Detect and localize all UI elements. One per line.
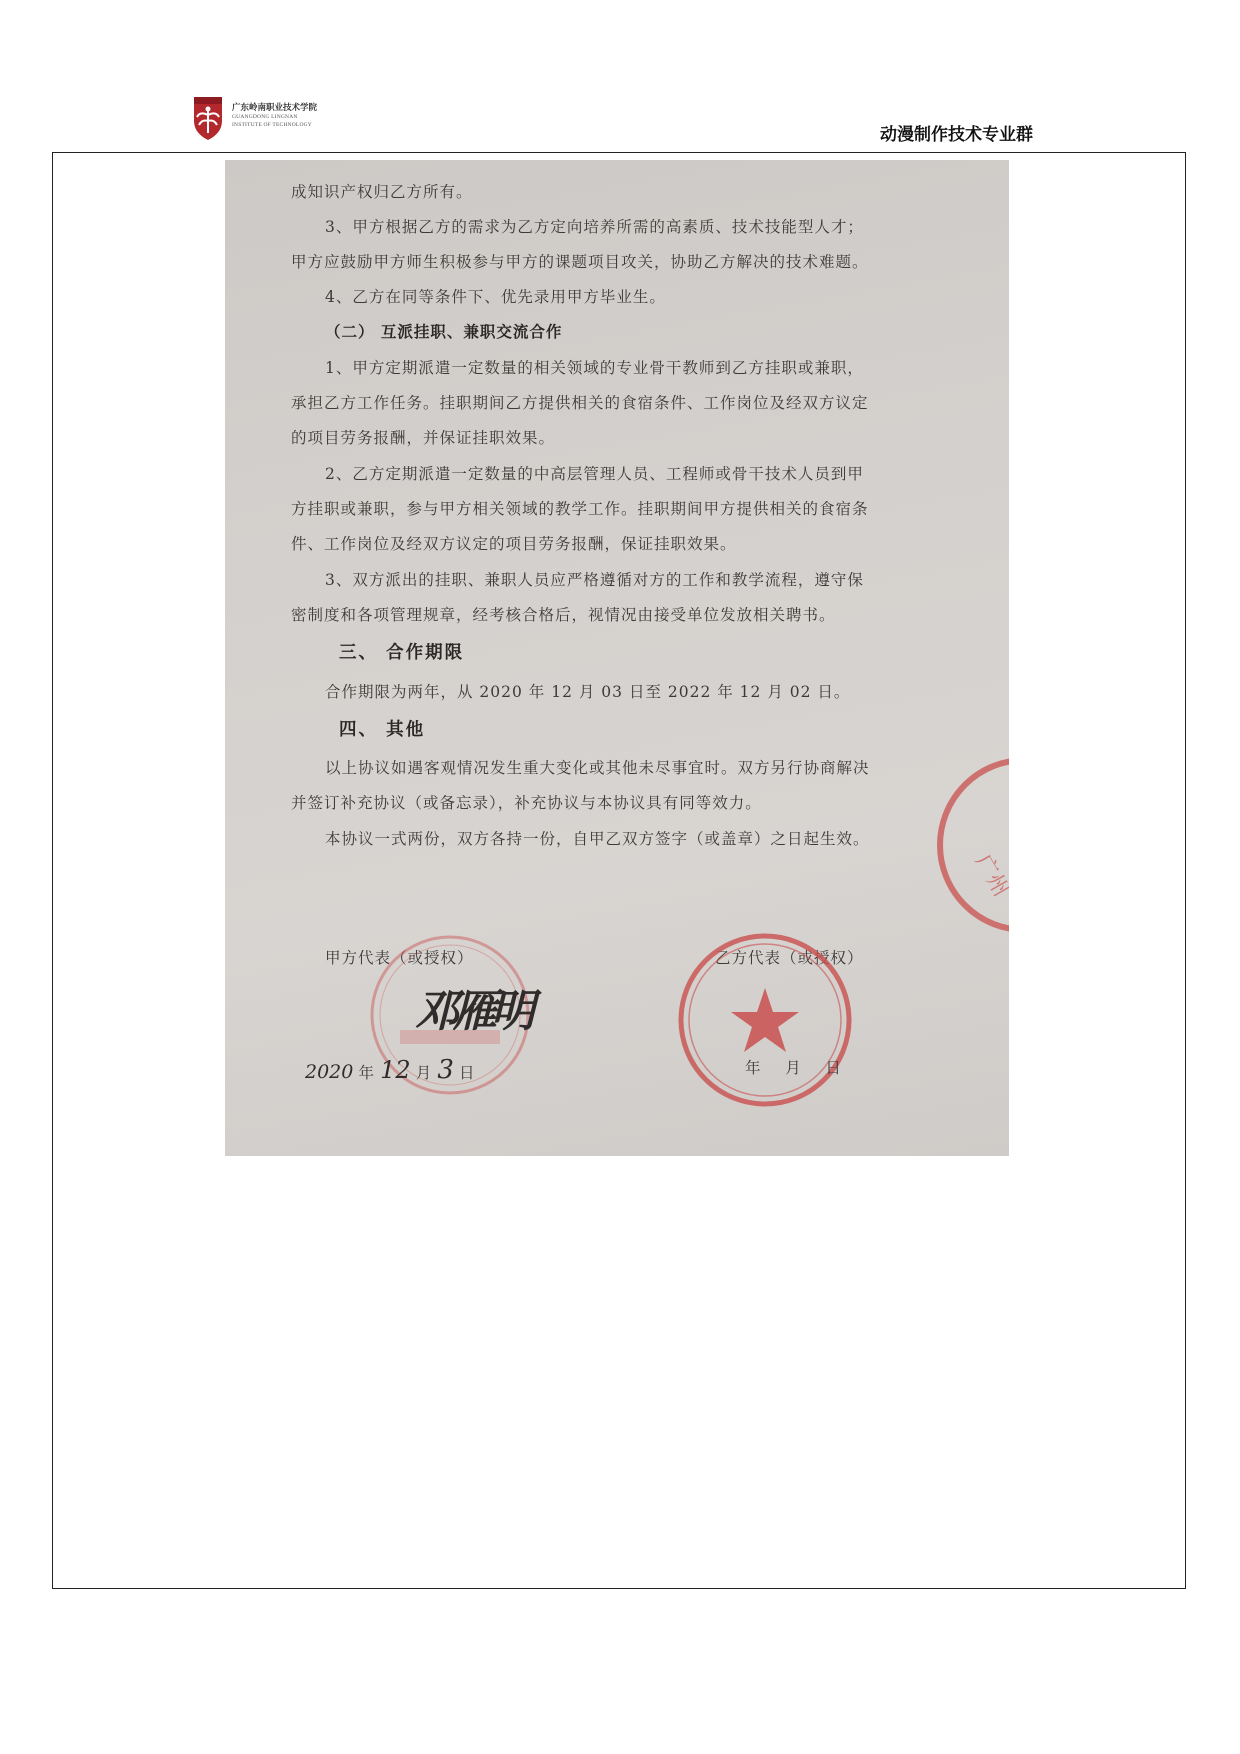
doc-line: 4、乙方在同等条件下、优先录用甲方毕业生。	[325, 288, 666, 306]
doc-line: 2、乙方定期派遣一定数量的中高层管理人员、工程师或骨干技术人员到甲	[325, 465, 864, 483]
logo-chinese-name: 广东岭南职业技术学院	[232, 103, 318, 113]
doc-line: 本协议一式两份，双方各持一份，自甲乙双方签字（或盖章）之日起生效。	[325, 830, 870, 848]
section-heading: （二） 互派挂职、兼职交流合作	[325, 322, 563, 341]
party-a-label: 甲方代表（或授权）	[325, 949, 474, 967]
date-a-year: 2020	[305, 1061, 354, 1083]
date-b: 年 月 日	[745, 1059, 842, 1077]
doc-line: 承担乙方工作任务。挂职期间乙方提供相关的食宿条件、工作岗位及经双方议定	[291, 394, 869, 412]
doc-line: 以上协议如遇客观情况发生重大变化或其他未尽事宜时。双方另行协商解决	[325, 759, 870, 777]
signature: 邓雁明	[415, 986, 529, 1037]
shield-logo-icon	[192, 95, 224, 141]
doc-line: 并签订补充协议（或备忘录），补充协议与本协议具有同等效力。	[291, 794, 762, 812]
doc-line: 1、甲方定期派遣一定数量的相关领域的专业骨干教师到乙方挂职或兼职，	[325, 359, 864, 377]
logo-english-line-2: INSTITUTE OF TECHNOLOGY	[232, 122, 312, 128]
partial-company-stamp	[915, 750, 1014, 940]
section-heading: 三、 合作期限	[339, 643, 465, 663]
date-a: 2020 年 12 月 3 日	[305, 1055, 476, 1085]
agreement-photo	[225, 160, 1014, 1156]
doc-line: 方挂职或兼职，参与甲方相关领域的教学工作。挂职期间甲方提供相关的食宿条	[291, 500, 869, 518]
doc-line: 合作期限为两年，从 2020 年 12 月 03 日至 2022 年 12 月 02 日。	[325, 683, 851, 701]
logo-english-line-1: GUANGDONG LINGNAN	[232, 114, 298, 120]
doc-line: 密制度和各项管理规章，经考核合格后，视情况由接受单位发放相关聘书。	[291, 606, 836, 624]
date-a-month: 12	[380, 1056, 411, 1084]
date-a-day: 3	[437, 1055, 454, 1085]
party-b-label: 乙方代表（或授权）	[715, 949, 864, 967]
company-stamp	[675, 930, 855, 1110]
doc-line: 成知识产权归乙方所有。	[291, 183, 473, 201]
school-logo	[192, 95, 322, 143]
doc-line: 3、甲方根据乙方的需求为乙方定向培养所需的高素质、技术技能型人才；	[325, 218, 864, 236]
doc-line: 件、工作岗位及经双方议定的项目劳务报酬，保证挂职效果。	[291, 535, 737, 553]
section-heading: 四、 其他	[339, 720, 426, 740]
doc-line: 3、双方派出的挂职、兼职人员应严格遵循对方的工作和教学流程，遵守保	[325, 571, 864, 589]
doc-line: 的项目劳务报酬，并保证挂职效果。	[291, 429, 556, 447]
doc-line: 甲方应鼓励甲方师生积极参与甲方的课题项目攻关，协助乙方解决的技术难题。	[291, 253, 869, 271]
svg-text:广州: 广州	[969, 850, 1014, 902]
page-header-title: 动漫制作技术专业群	[880, 125, 1033, 145]
